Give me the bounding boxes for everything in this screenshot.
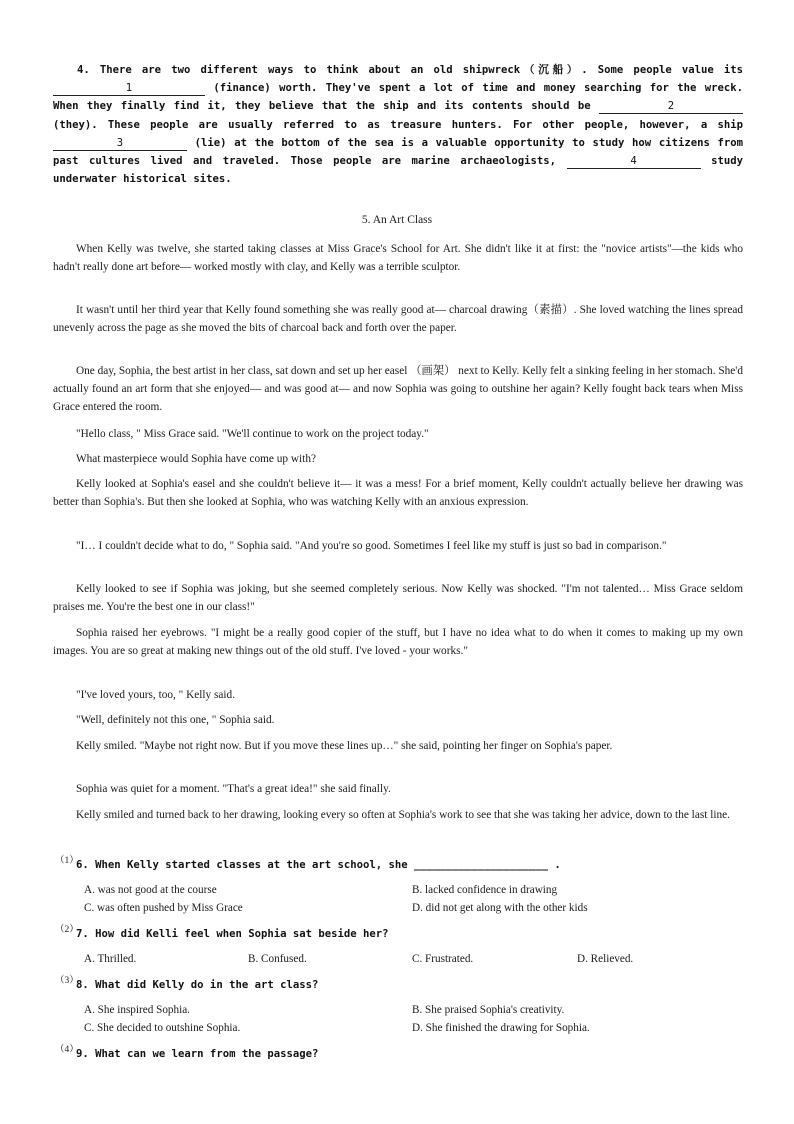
option-a[interactable]: A. She inspired Sophia. — [84, 1004, 190, 1016]
question-stem: 6. When Kelly started classes at the art school, she _____________________ . — [76, 859, 561, 871]
passage-paragraph: Kelly smiled and turned back to her drawing, looking every so often at Sophia's work to see that she was taking her advice, down to the last line. — [76, 809, 730, 821]
passage-paragraph: What masterpiece would Sophia have come up with? — [76, 453, 316, 465]
option-b[interactable]: B. lacked confidence in drawing — [412, 884, 558, 896]
passage-paragraph: "I… I couldn't decide what to do, " Sophia said. "And you're so good. Sometimes I feel like my stuff is just so bad in comparison." — [76, 540, 667, 552]
option-a[interactable]: A. was not good at the course — [84, 884, 217, 896]
question-number: （1） — [55, 856, 79, 866]
passage-paragraph: When Kelly was twelve, she started taking classes at Miss Grace's School for Art. She didn't like it at first: the "novice artists"—the kids who hadn't really done art before— worked mostly with clay, and Kelly was a terrible sculptor. — [53, 243, 743, 274]
blank-4[interactable]: 4 — [567, 155, 701, 169]
passage-paragraph: Kelly looked at Sophia's easel and she couldn't believe it— it was a mess! For a brief moment, Kelly couldn't actually believe her drawing was better than Sophia's. But then she looked at Sophia, who was watching Kelly with an anxious expression. — [53, 478, 743, 509]
passage-title: 5. An Art Class — [361, 214, 433, 226]
option-d[interactable]: D. She finished the drawing for Sophia. — [412, 1022, 590, 1034]
passage-paragraph: Sophia raised her eyebrows. "I might be a really good copier of the stuff, but I have no idea what to do when it comes to making up my own images. You are so great at making new things out of the old stuff. I've loved - your works." — [53, 627, 743, 658]
option-b[interactable]: B. She praised Sophia's creativity. — [412, 1004, 565, 1016]
question-stem: 8. What did Kelly do in the art class? — [76, 979, 319, 991]
cloze-text: (they). These people are usually referred to as treasure hunters. For other people, however, a ship — [53, 118, 743, 131]
passage-paragraph: "Hello class, " Miss Grace said. "We'll continue to work on the project today." — [76, 428, 429, 440]
cloze-text: There are two different ways to think about an old shipwreck（沉船）. Some people value its — [99, 64, 743, 76]
passage-paragraph: It wasn't until her third year that Kelly found something she was really good at— charcoal drawing（素描）. She loved watching the lines spread unevenly across the page as she moved the bits of charcoal back and forth over the paper. — [53, 304, 743, 335]
cloze-text: (lie) at the bottom of the sea is a valuable opportunity to study how citizens from past cultures lived and traveled. Those people are marine archaeologists, — [53, 136, 743, 168]
option-c[interactable]: C. was often pushed by Miss Grace — [84, 902, 243, 914]
passage-paragraph: "Well, definitely not this one, " Sophia said. — [76, 714, 275, 726]
option-d[interactable]: D. Relieved. — [577, 953, 634, 965]
question-number: （2） — [55, 925, 79, 935]
blank-3[interactable]: 3 — [53, 137, 187, 151]
cloze-paragraph — [53, 61, 743, 188]
question-number: （3） — [55, 976, 79, 986]
option-a[interactable]: A. Thrilled. — [84, 953, 137, 965]
option-d[interactable]: D. did not get along with the other kids — [412, 902, 588, 914]
blank-2[interactable]: 2 — [599, 100, 743, 114]
option-b[interactable]: B. Confused. — [248, 953, 307, 965]
passage-paragraph: Kelly smiled. "Maybe not right now. But if you move these lines up…" she said, pointing her finger on Sophia's paper. — [76, 740, 613, 752]
question-stem: 9. What can we learn from the passage? — [76, 1048, 319, 1060]
cloze-number: 4. — [77, 64, 90, 76]
passage-paragraph: Sophia was quiet for a moment. "That's a great idea!" she said finally. — [76, 783, 391, 795]
passage-paragraph: Kelly looked to see if Sophia was joking, but she seemed completely serious. Now Kelly was shocked. "I'm not talented… Miss Grace seldom praises me. You're the best one in our class!" — [53, 583, 743, 614]
cloze-text: (finance) worth. They've spent a lot of time and money searching for the wreck. When they finally find it, they believe that the ship and its contents should be — [53, 82, 743, 113]
passage-paragraph: "I've loved yours, too, " Kelly said. — [76, 689, 236, 701]
question-stem: 7. How did Kelli feel when Sophia sat beside her? — [76, 928, 389, 940]
cloze-text: study underwater historical sites. — [53, 155, 743, 186]
passage-paragraph: One day, Sophia, the best artist in her class, sat down and set up her easel （画架） next to Kelly. Kelly felt a sinking feeling in her stomach. She'd actually found an art form that she enjoyed— and was good at— and now Sophia was going to outshine her again? Kelly fought back tears when Miss Grace entered the room. — [53, 365, 743, 414]
option-c[interactable]: C. She decided to outshine Sophia. — [84, 1022, 241, 1034]
blank-1[interactable]: 1 — [53, 82, 205, 96]
option-c[interactable]: C. Frustrated. — [412, 953, 474, 965]
question-number: （4） — [55, 1045, 79, 1055]
